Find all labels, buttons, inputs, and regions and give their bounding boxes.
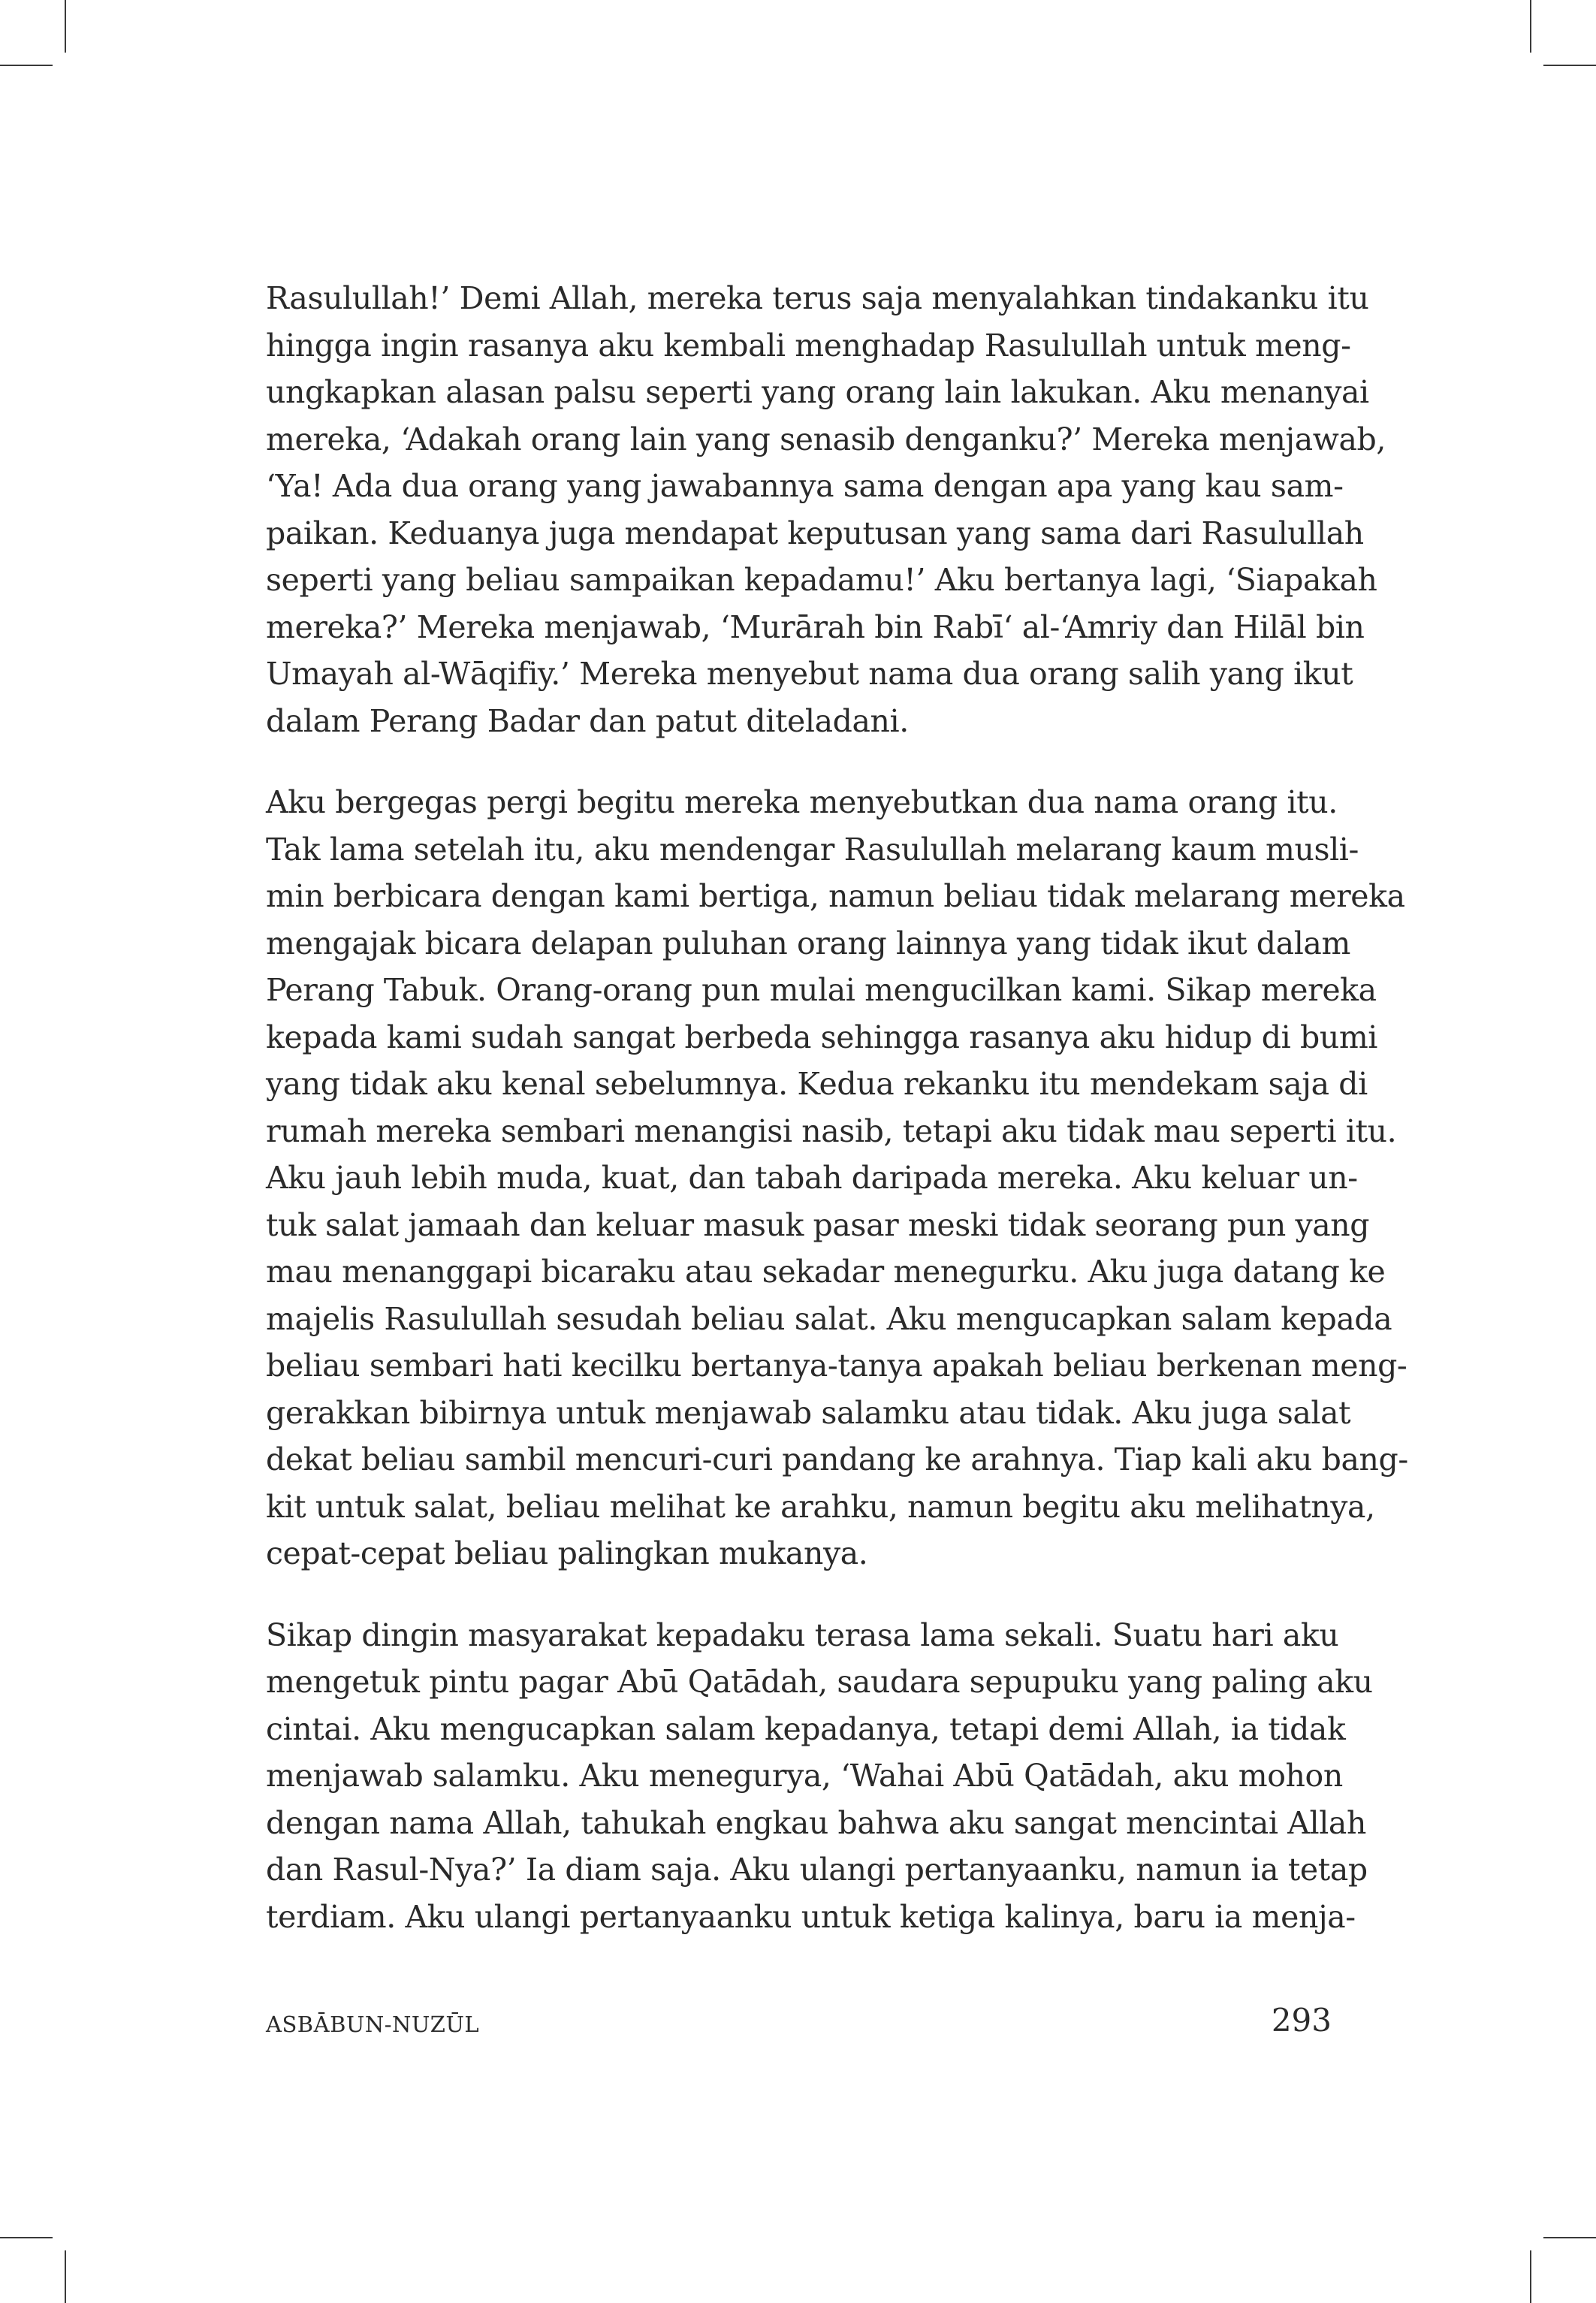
text-line: dalam Perang Badar dan patut diteladani. <box>266 702 909 739</box>
crop-mark-top-left-horizontal <box>0 65 53 66</box>
text-line: cintai. Aku mengucapkan salam kepadanya, tetapi demi Allah, ia tidak <box>266 1710 1346 1747</box>
paragraph-3 <box>266 1612 1373 1941</box>
text-line: Umayah al-Wāqifiy.’ Mereka menyebut nama dua orang salih yang ikut <box>266 656 1353 692</box>
text-line: kepada kami sudah sangat berbeda sehingga rasanya aku hidup di bumi <box>266 1019 1378 1055</box>
text-line: ungkapkan alasan palsu seperti yang orang lain lakukan. Aku menanyai <box>266 374 1369 410</box>
text-line: rumah mereka sembari menangisi nasib, tetapi aku tidak mau seperti itu. <box>266 1112 1397 1149</box>
text-line: Tak lama setelah itu, aku mendengar Rasulullah melarang kaum musli- <box>266 831 1359 868</box>
text-line: terdiam. Aku ulangi pertanyaanku untuk ketiga kalinya, baru ia menja- <box>266 1898 1356 1935</box>
text-line: majelis Rasulullah sesudah beliau salat. Aku mengucapkan salam kepada <box>266 1300 1392 1337</box>
text-line: Perang Tabuk. Orang-orang pun mulai mengucilkan kami. Sikap mereka <box>266 972 1377 1008</box>
text-line: min berbicara dengan kami bertiga, namun beliau tidak melarang mereka <box>266 878 1405 914</box>
body-text <box>266 275 1408 1975</box>
crop-mark-bottom-left-horizontal <box>0 2237 53 2238</box>
crop-mark-top-left-vertical <box>65 0 66 53</box>
running-footer-title: ASBĀBUN-NUZŪL <box>266 2012 480 2037</box>
text-line: dengan nama Allah, tahukah engkau bahwa aku sangat mencintai Allah <box>266 1804 1366 1841</box>
text-line: seperti yang beliau sampaikan kepadamu!’ Aku bertanya lagi, ‘Siapakah <box>266 562 1377 598</box>
text-line: Sikap dingin masyarakat kepadaku terasa lama sekali. Suatu hari aku <box>266 1616 1339 1653</box>
text-line: Aku bergegas pergi begitu mereka menyebutkan dua nama orang itu. <box>266 784 1338 820</box>
text-line: dekat beliau sambil mencuri-curi pandang ke arahnya. Tiap kali aku bang- <box>266 1441 1408 1477</box>
text-line: Rasulullah!’ Demi Allah, mereka terus saja menyalahkan tindakanku itu <box>266 280 1369 316</box>
text-line: mereka?’ Mereka menjawab, ‘Murārah bin Rabī‘ al-‘Amriy dan Hilāl bin <box>266 608 1365 645</box>
text-line: mereka, ‘Adakah orang lain yang senasib denganku?’ Mereka menjawab, <box>266 421 1386 457</box>
text-line: gerakkan bibirnya untuk menjawab salamku atau tidak. Aku juga salat <box>266 1394 1351 1431</box>
text-line: Aku jauh lebih muda, kuat, dan tabah daripada mereka. Aku keluar un- <box>266 1160 1358 1196</box>
text-line: cepat-cepat beliau palingkan mukanya. <box>266 1535 868 1571</box>
text-line: mengajak bicara delapan puluhan orang lainnya yang tidak ikut dalam <box>266 925 1350 961</box>
text-line: tuk salat jamaah dan keluar masuk pasar meski tidak seorang pun yang <box>266 1206 1370 1243</box>
crop-mark-bottom-right-horizontal <box>1543 2237 1596 2238</box>
text-line: paikan. Keduanya juga mendapat keputusan yang sama dari Rasulullah <box>266 515 1364 551</box>
page-number: 293 <box>1271 2002 1332 2039</box>
crop-mark-bottom-right-vertical <box>1530 2250 1531 2303</box>
crop-mark-bottom-left-vertical <box>65 2250 66 2303</box>
text-line: yang tidak aku kenal sebelumnya. Kedua rekanku itu mendekam saja di <box>266 1066 1368 1102</box>
crop-mark-top-right-horizontal <box>1543 65 1596 66</box>
paragraph-1 <box>266 275 1386 744</box>
crop-mark-top-right-vertical <box>1530 0 1531 53</box>
text-line: dan Rasul-Nya?’ Ia diam saja. Aku ulangi pertanyaanku, namun ia tetap <box>266 1852 1368 1888</box>
text-line: hingga ingin rasanya aku kembali menghadap Rasulullah untuk meng- <box>266 327 1351 364</box>
text-line: ‘Ya! Ada dua orang yang jawabannya sama dengan apa yang kau sam- <box>266 468 1344 504</box>
text-line: beliau sembari hati kecilku bertanya-tanya apakah beliau berkenan meng- <box>266 1348 1407 1384</box>
text-line: mau menanggapi bicaraku atau sekadar menegurku. Aku juga datang ke <box>266 1254 1386 1290</box>
paragraph-2 <box>266 779 1408 1577</box>
text-line: mengetuk pintu pagar Abū Qatādah, saudara sepupuku yang paling aku <box>266 1664 1373 1700</box>
text-line: menjawab salamku. Aku menegurya, ‘Wahai Abū Qatādah, aku mohon <box>266 1758 1343 1794</box>
text-line: kit untuk salat, beliau melihat ke arahku, namun begitu aku melihatnya, <box>266 1488 1375 1525</box>
